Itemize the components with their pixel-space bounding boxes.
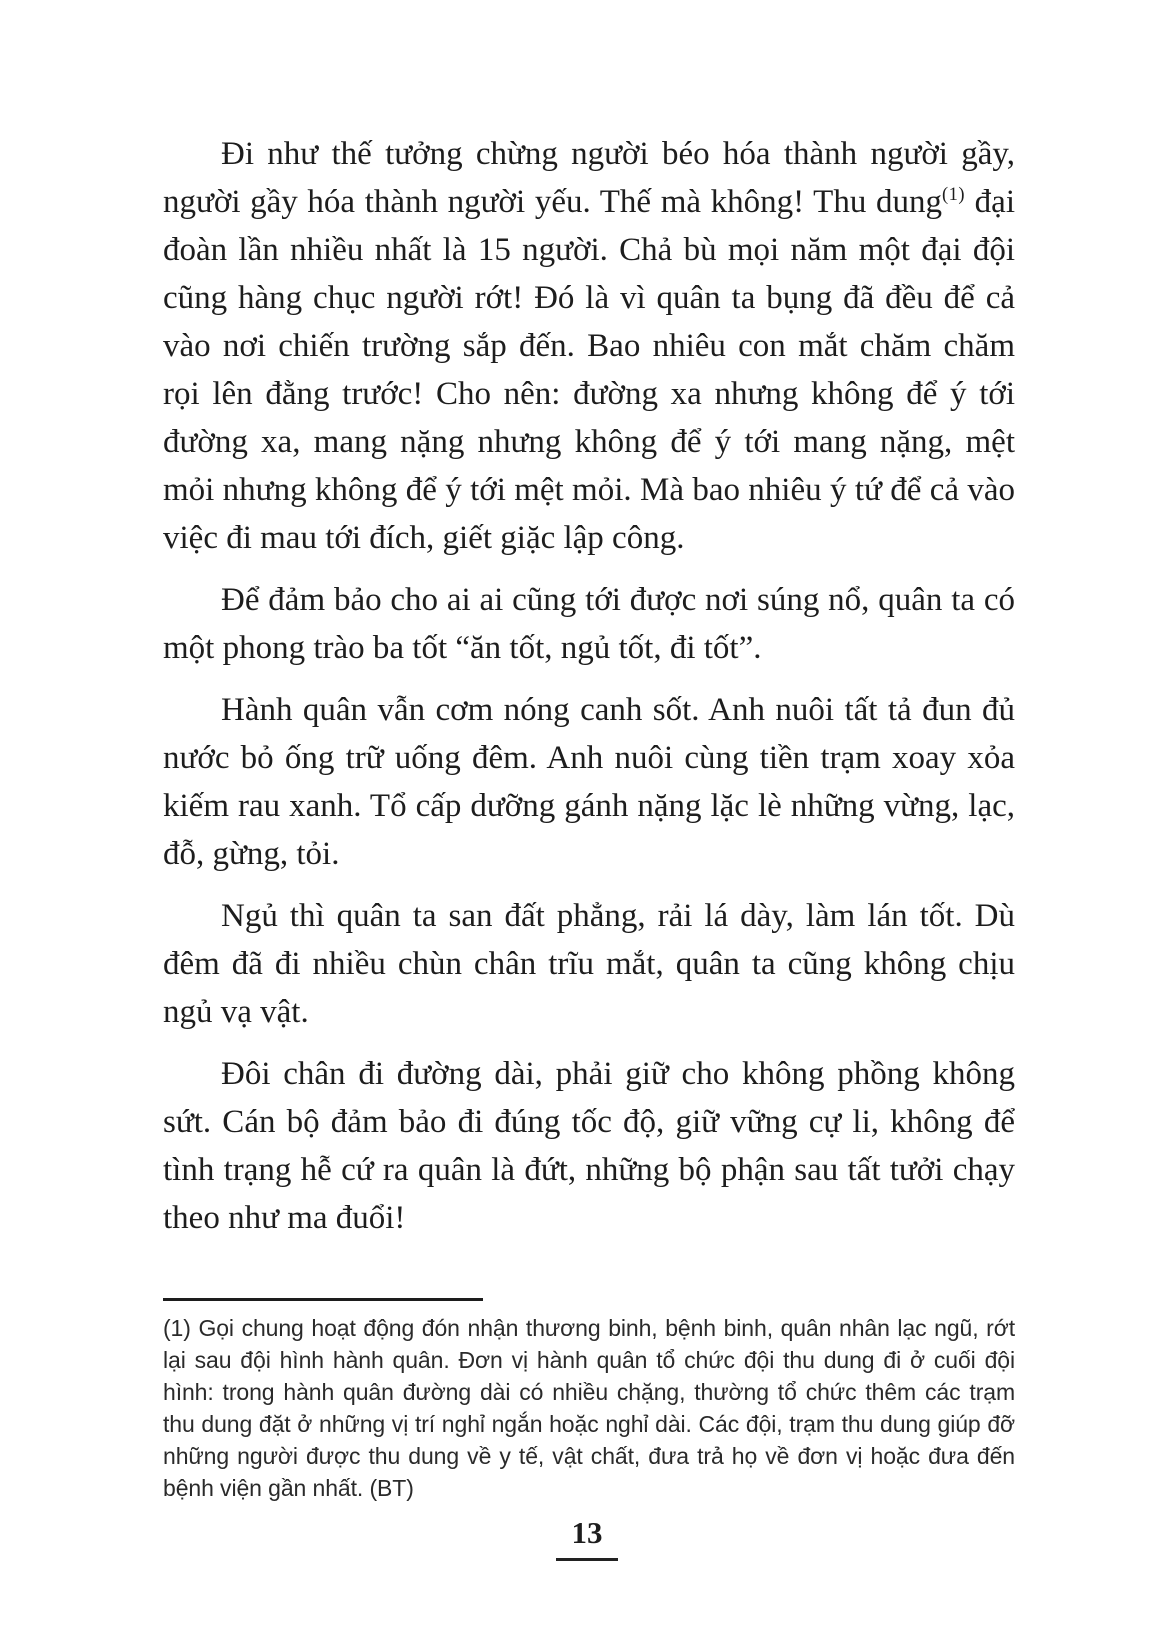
- paragraph-4: Ngủ thì quân ta san đất phẳng, rải lá dày, làm lán tốt. Dù đêm đã đi nhiều chùn chân trĩu mắt, quân ta cũng không chịu ngủ vạ vật.: [163, 898, 1015, 1030]
- footnote-marker: (1): [941, 184, 966, 204]
- footnote-section: [163, 1298, 1015, 1504]
- paragraph-1-text-pre: Đi như thế tưởng chừng người béo hóa thành người gầy, người gầy hóa thành người yếu. Thế mà không! Thu dung: [163, 136, 1015, 220]
- paragraph-1-text-post: đại đoàn lần nhiều nhất là 15 người. Chả bù mọi năm một đại đội cũng hàng chục người rớt! Đó là vì quân ta bụng đã đều để cả vào nơi chiến trường sắp đến. Bao nhiêu con mắt chăm chăm rọi lên đằng trước! Cho nên: đường xa nhưng không để ý tới đường xa, mang nặng nhưng không để ý tới mang nặng, mệt mỏi nhưng không để ý tới mệt mỏi. Mà bao nhiêu ý tứ để cả vào việc đi mau tới đích, giết giặc lập công.: [163, 184, 1015, 556]
- footnote-divider: [163, 1298, 483, 1301]
- footnote-text: (1) Gọi chung hoạt động đón nhận thương binh, bệnh binh, quân nhân lạc ngũ, rớt lại sau đội hình hành quân. Đơn vị hành quân tổ chức đội thu dung đi ở cuối đội hình: trong hành quân đường dài có nhiều chặng, thường tổ chức thêm các trạm thu dung đặt ở những vị trí nghỉ ngắn hoặc nghỉ dài. Các đội, trạm thu dung giúp đỡ những người được thu dung về y tế, vật chất, đưa trả họ về đơn vị hoặc đưa đến bệnh viện gần nhất. (BT): [163, 1315, 1015, 1501]
- paragraph-5: Đôi chân đi đường dài, phải giữ cho không phồng không sứt. Cán bộ đảm bảo đi đúng tốc độ, giữ vững cự li, không để tình trạng hễ cứ ra quân là đứt, những bộ phận sau tất tưởi chạy theo như ma đuổi!: [163, 1056, 1015, 1236]
- paragraph-3: Hành quân vẫn cơm nóng canh sốt. Anh nuôi tất tả đun đủ nước bỏ ống trữ uống đêm. Anh nuôi cùng tiền trạm xoay xỏa kiếm rau xanh. Tổ cấp dưỡng gánh nặng lặc lè những vừng, lạc, đỗ, gừng, tỏi.: [163, 692, 1015, 872]
- page-footer: [0, 1516, 1174, 1561]
- page-number: 13: [571, 1515, 603, 1550]
- page-number-underline: [556, 1558, 618, 1561]
- paragraph-2: Để đảm bảo cho ai ai cũng tới được nơi súng nổ, quân ta có một phong trào ba tốt “ăn tốt, ngủ tốt, đi tốt”.: [163, 582, 1015, 666]
- page-body: [163, 130, 1015, 1504]
- paragraph-1: [163, 130, 1015, 562]
